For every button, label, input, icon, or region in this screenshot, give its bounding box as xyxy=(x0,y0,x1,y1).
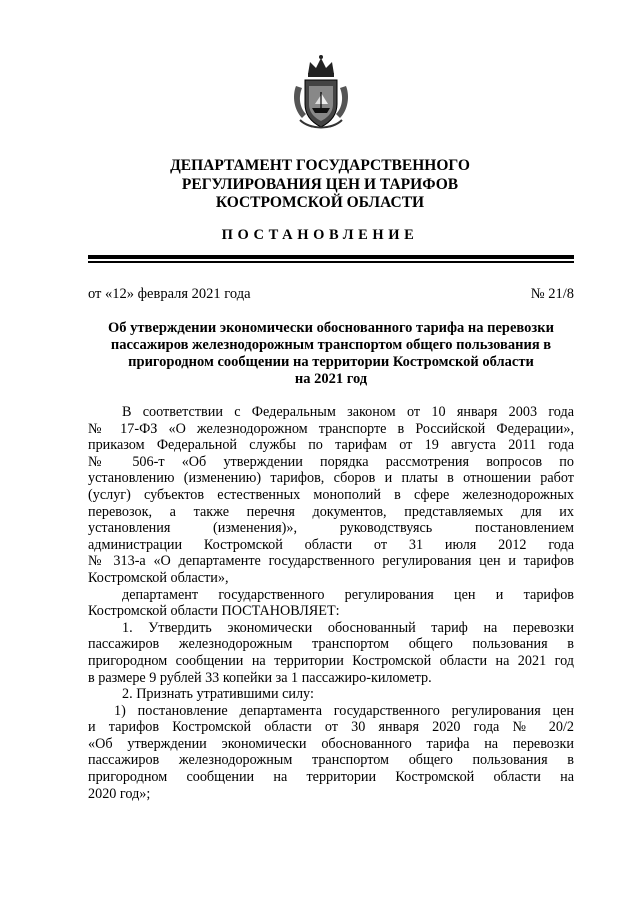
text-line: пассажиров железнодорожным транспортом общего пользования в xyxy=(88,636,574,653)
document-number: № 21/8 xyxy=(530,286,574,302)
org-line: РЕГУЛИРОВАНИЯ ЦЕН И ТАРИФОВ xyxy=(181,175,459,193)
subject-line: на 2021 год xyxy=(294,371,368,387)
text-line: 2. Признать утратившими силу: xyxy=(122,686,314,703)
organization-name xyxy=(60,157,580,213)
text-line: и тарифов Костромской области от 30 января 2020 года № 20/2 xyxy=(88,719,574,736)
text-line: «Об утверждении экономически обоснованного тарифа на перевозки xyxy=(88,735,574,752)
document-type: ПОСТАНОВЛЕНИЕ xyxy=(221,227,419,243)
text-line: 2020 год»; xyxy=(88,785,151,802)
document-date: от «12» февраля 2021 года xyxy=(88,286,251,302)
text-line: (услуг) субъектов естественных монополий в сфере железнодорожных xyxy=(88,486,574,503)
subject-line: пригородном сообщении на территории Костромской области xyxy=(128,354,534,370)
subject-line: Об утверждении экономически обоснованного тарифа на перевозки xyxy=(108,320,554,336)
subject-line: пассажиров железнодорожным транспортом общего пользования в xyxy=(110,337,552,353)
document-subject xyxy=(88,320,574,388)
resolves-paragraph xyxy=(88,587,574,620)
text-line: установления (изменения)», руководствуясь постановлением xyxy=(88,520,574,537)
org-line: ДЕПАРТАМЕНТ ГОСУДАРСТВЕННОГО xyxy=(170,157,470,174)
text-line: № 17-ФЗ «О железнодорожном транспорте в Российской Федерации», xyxy=(88,420,574,437)
item-1-paragraph xyxy=(88,620,574,686)
text-line: пассажиров железнодорожным транспортом общего пользования в xyxy=(88,752,574,769)
text-line: 1. Утвердить экономически обоснованный тариф на перевозки xyxy=(122,619,574,636)
text-line: администрации Костромской области от 31 июля 2012 года xyxy=(88,536,574,553)
coat-of-arms-icon xyxy=(290,52,352,132)
text-line: № 313-а «О департаменте государственного регулирования цен и тарифов xyxy=(88,553,574,570)
text-line: Костромской области ПОСТАНОВЛЯЕТ: xyxy=(88,603,340,620)
item-2-paragraph xyxy=(88,686,574,703)
text-line: № 506-т «Об утверждении порядка рассмотрения вопросов по xyxy=(88,453,574,470)
preamble-paragraph xyxy=(88,404,574,587)
header-divider-thin xyxy=(88,261,574,263)
text-line: пригородном сообщении на территории Костромской области на xyxy=(88,769,574,786)
text-line: приказом Федеральной службы по тарифам от 19 августа 2011 года xyxy=(88,437,574,454)
text-line: 1) постановление департамента государственного регулирования цен xyxy=(114,702,574,719)
text-line: Костромской области», xyxy=(88,569,229,586)
text-line: перевозок, а также перечня документов, представляемых для их xyxy=(88,503,574,520)
document-body xyxy=(88,404,574,802)
text-line: в размере 9 рублей 33 копейки за 1 пассажиро-километр. xyxy=(88,669,432,686)
header-divider-thick xyxy=(88,255,574,259)
text-line: пригородном сообщении на территории Костромской области на 2021 год xyxy=(88,652,574,669)
text-line: установлению (изменению) тарифов, сборов и платы в отношении работ xyxy=(88,470,574,487)
text-line: департамент государственного регулирования цен и тарифов xyxy=(122,586,574,603)
org-line: КОСТРОМСКОЙ ОБЛАСТИ xyxy=(215,194,425,211)
item-2-1-paragraph xyxy=(88,703,574,803)
text-line: В соответствии с Федеральным законом от 10 января 2003 года xyxy=(122,404,574,420)
